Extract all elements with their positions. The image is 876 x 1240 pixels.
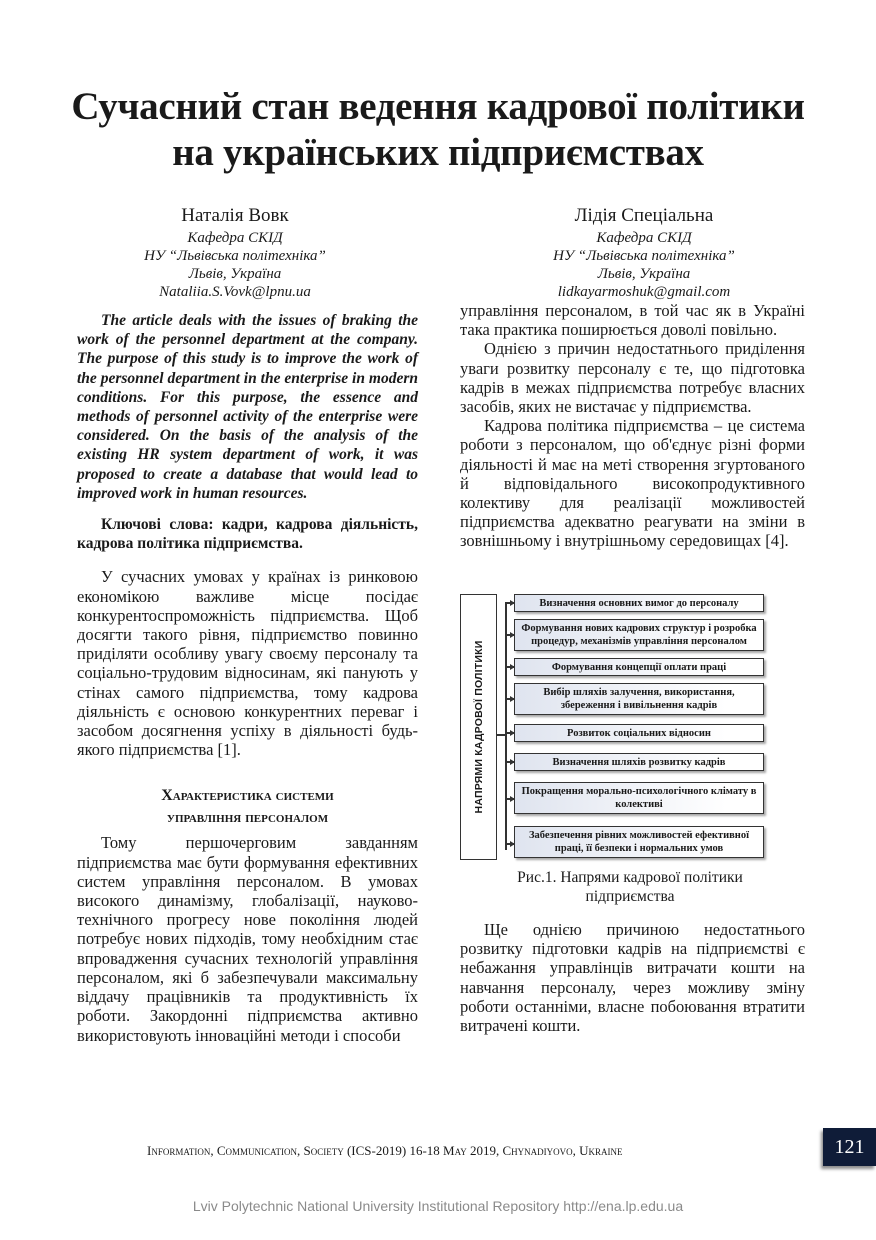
abstract: The article deals with the issues of braking the work of the personnel department at the company. The purpose of this study is to improve the work of the personnel department in the enterprise in modern conditions. For this purpose, the essence and methods of personnel activity of the enterprise were considered. On the basis of the analysis of the existing HR system department of work, it was proposed to create a database that would lead to improved work in human resources.	[77, 312, 418, 502]
paragraph-4: Ще однією причиною недостатнього розвитку підготовки кадрів на підприємстві є небажання управлінців витрачати кошти на навчання персоналу, через можливу зміну роботи останніми, власне побоювання втратити витрачені кошти.	[460, 920, 805, 1036]
author-department: Кафедра СКІД	[187, 230, 283, 246]
connector-stem	[496, 734, 505, 736]
author-university: НУ “Львівська політехніка”	[553, 248, 735, 264]
figure-caption-line-1: Рис.1. Напрями кадрової політики	[517, 869, 743, 886]
continuation-paragraph: управління персоналом, в той час як в Україні така практика поширюється доволі повільно.	[460, 301, 805, 340]
arrow-icon	[506, 732, 514, 734]
arrow-icon	[506, 798, 514, 800]
figure-item-box: Вибір шляхів залучення, використання, збереження і вивільнення кадрів	[514, 683, 764, 715]
left-column	[77, 311, 418, 1045]
intro-paragraph: У сучасних умовах у країнах із ринковою економікою важливе місце посідає конкурентоспроможність підприємства. Щоб досягти такого рівня, підприємство повинно приділяти особливу увагу своєму персоналу та соціально-трудовим відносинам, які панують у стінах самого підприємства, тому кадрова діяльність є основою конкурентних переваг і засобом досягнення успіху в діяльності будь-якого підприємства [1].	[77, 567, 418, 760]
repository-line[interactable]: Lviv Polytechnic National University Institutional Repository http://ena.lp.edu.ua	[192, 1198, 684, 1214]
author-block-1	[115, 203, 355, 301]
figure-item-box: Формування нових кадрових структур і розробка процедур, механізмів управління персоналом	[514, 619, 764, 651]
author-name: Наталія Вовк	[181, 205, 289, 226]
connector-bus	[505, 602, 507, 850]
arrow-icon	[506, 698, 514, 700]
paragraph-3: Кадрова політика підприємства – це система роботи з персоналом, що об'єднує різні форми діяльності й має на меті створення згуртованого й відповідального високопродуктивного колективу для реалізації можливостей підприємства адекватно реагувати на зміни в зовнішньому і внутрішньому середовищах [4].	[460, 416, 805, 551]
page-number-badge: 121	[823, 1128, 876, 1166]
right-column-top	[460, 301, 805, 551]
author-email[interactable]: lidkayarmoshuk@gmail.com	[557, 284, 731, 300]
figure-item-box: Формування концепції оплати праці	[514, 658, 764, 676]
arrow-icon	[506, 602, 514, 604]
author-city: Львів, Україна	[188, 266, 282, 282]
figure-caption	[480, 868, 780, 906]
author-department: Кафедра СКІД	[596, 230, 692, 246]
figure-hr-policy-directions	[460, 594, 772, 862]
section-heading-line-2: управління персоналом	[166, 809, 329, 827]
figure-item-box: Визначення шляхів розвитку кадрів	[514, 753, 764, 771]
author-email[interactable]: Nataliia.S.Vovk@lpnu.ua	[159, 284, 311, 300]
paper-title	[40, 84, 836, 176]
right-column-bottom	[460, 920, 805, 1035]
arrow-icon	[506, 843, 514, 845]
section-paragraph: Тому першочерговим завданням підприємства має бути формування ефективних систем управління персоналом. В умовах високого динамізму, глобалізації, науково-технічного прогресу нове покоління людей потребує нових підходів, тому необхідним стає впровадження сучасних технологій управління персоналом, які б забезпечували максимальну віддачу працівників та продуктивність їх роботи. Закордонні підприємства активно використовують інноваційні методи і способи	[77, 833, 418, 1045]
figure-item-box: Забезпечення рівних можливостей ефективної праці, її безпеки і нормальних умов	[514, 826, 764, 858]
figure-root-box	[460, 594, 497, 860]
section-heading-line-1: Характеристика системи	[161, 787, 334, 805]
author-university: НУ “Львівська політехніка”	[144, 248, 326, 264]
paper-title-line-1: Сучасний стан ведення кадрової політики	[71, 85, 805, 128]
footer-conference: Information, Communication, Society (ICS-2019) 16-18 May 2019, Chynadiyovo, Ukraine	[147, 1143, 623, 1158]
section-heading	[77, 785, 418, 829]
arrow-icon	[506, 634, 514, 636]
figure-item-box: Визначення основних вимог до персоналу	[514, 594, 764, 612]
author-city: Львів, Україна	[597, 266, 691, 282]
author-block-2	[520, 203, 768, 301]
arrow-icon	[506, 761, 514, 763]
author-name: Лідія Спеціальна	[574, 205, 714, 226]
arrow-icon	[506, 666, 514, 668]
figure-item-box: Розвиток соціальних відносин	[514, 724, 764, 742]
figure-item-box: Покращення морально-психологічного клімату в колективі	[514, 782, 764, 814]
paper-title-line-2: на українських підприємствах	[172, 131, 704, 174]
keywords: Ключові слова: кадри, кадрова діяльність, кадрова політика підприємства.	[77, 516, 418, 553]
figure-caption-line-2: підприємства	[585, 888, 675, 905]
paragraph-2: Однією з причин недостатнього приділення уваги розвитку персоналу є те, що підготовка кадрів в межах підприємства потребує власних засобів, яких не вистачає у підприємства.	[460, 339, 805, 417]
figure-root-label: НАПРЯМИ КАДРОВОЇ ПОЛІТИКИ	[472, 640, 485, 814]
